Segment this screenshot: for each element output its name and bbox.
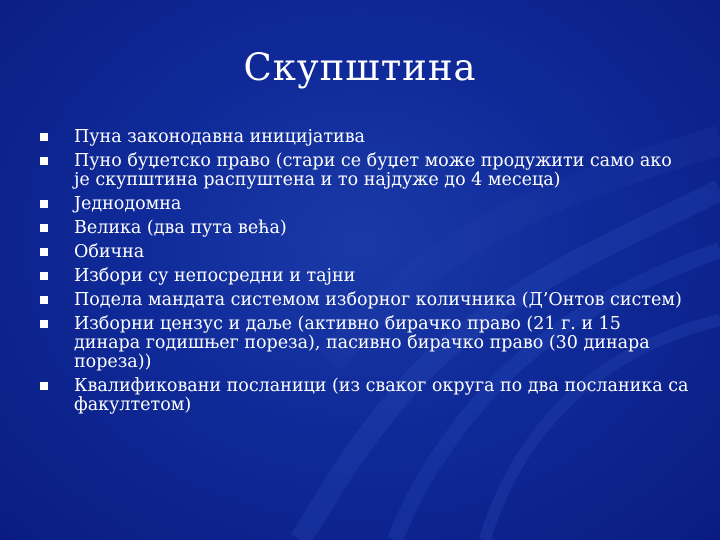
- list-item-text: Подела мандата системом изборног количника (Д’Онтов систем): [74, 290, 682, 310]
- list-item: [40, 128, 690, 147]
- bullet-list: [40, 128, 690, 420]
- square-bullet-icon: [40, 157, 48, 165]
- list-item-text: Велика (два пута већа): [74, 218, 287, 238]
- list-item: [40, 315, 690, 372]
- list-item: [40, 267, 690, 286]
- square-bullet-icon: [40, 133, 48, 141]
- slide-title: Скупштина: [243, 46, 477, 89]
- list-item-text: Пуна законодавна иницијатива: [74, 127, 365, 147]
- square-bullet-icon: [40, 272, 48, 280]
- square-bullet-icon: [40, 200, 48, 208]
- square-bullet-icon: [40, 320, 48, 328]
- square-bullet-icon: [40, 382, 48, 390]
- list-item: [40, 377, 690, 415]
- list-item: [40, 195, 690, 214]
- list-item-text: Квалификовани посланици (из сваког округа по два посланика са факултетом): [74, 376, 689, 415]
- list-item-text: Обична: [74, 242, 145, 262]
- list-item-text: Изборни цензус и даље (активно бирачко право (21 г. и 15 динара годишњег пореза), пасивно бирачко право (30 динара пореза)): [74, 314, 650, 372]
- list-item: [40, 243, 690, 262]
- list-item: [40, 219, 690, 238]
- list-item-text: Једнодомна: [74, 194, 182, 214]
- square-bullet-icon: [40, 248, 48, 256]
- list-item-text: Пуно буџетско право (стари се буџет може продужити само ако је скупштина распуштена и то најдуже до 4 месеца): [74, 151, 672, 190]
- square-bullet-icon: [40, 296, 48, 304]
- list-item: [40, 152, 690, 190]
- list-item: [40, 291, 690, 310]
- list-item-text: Избори су непосредни и тајни: [74, 266, 356, 286]
- square-bullet-icon: [40, 224, 48, 232]
